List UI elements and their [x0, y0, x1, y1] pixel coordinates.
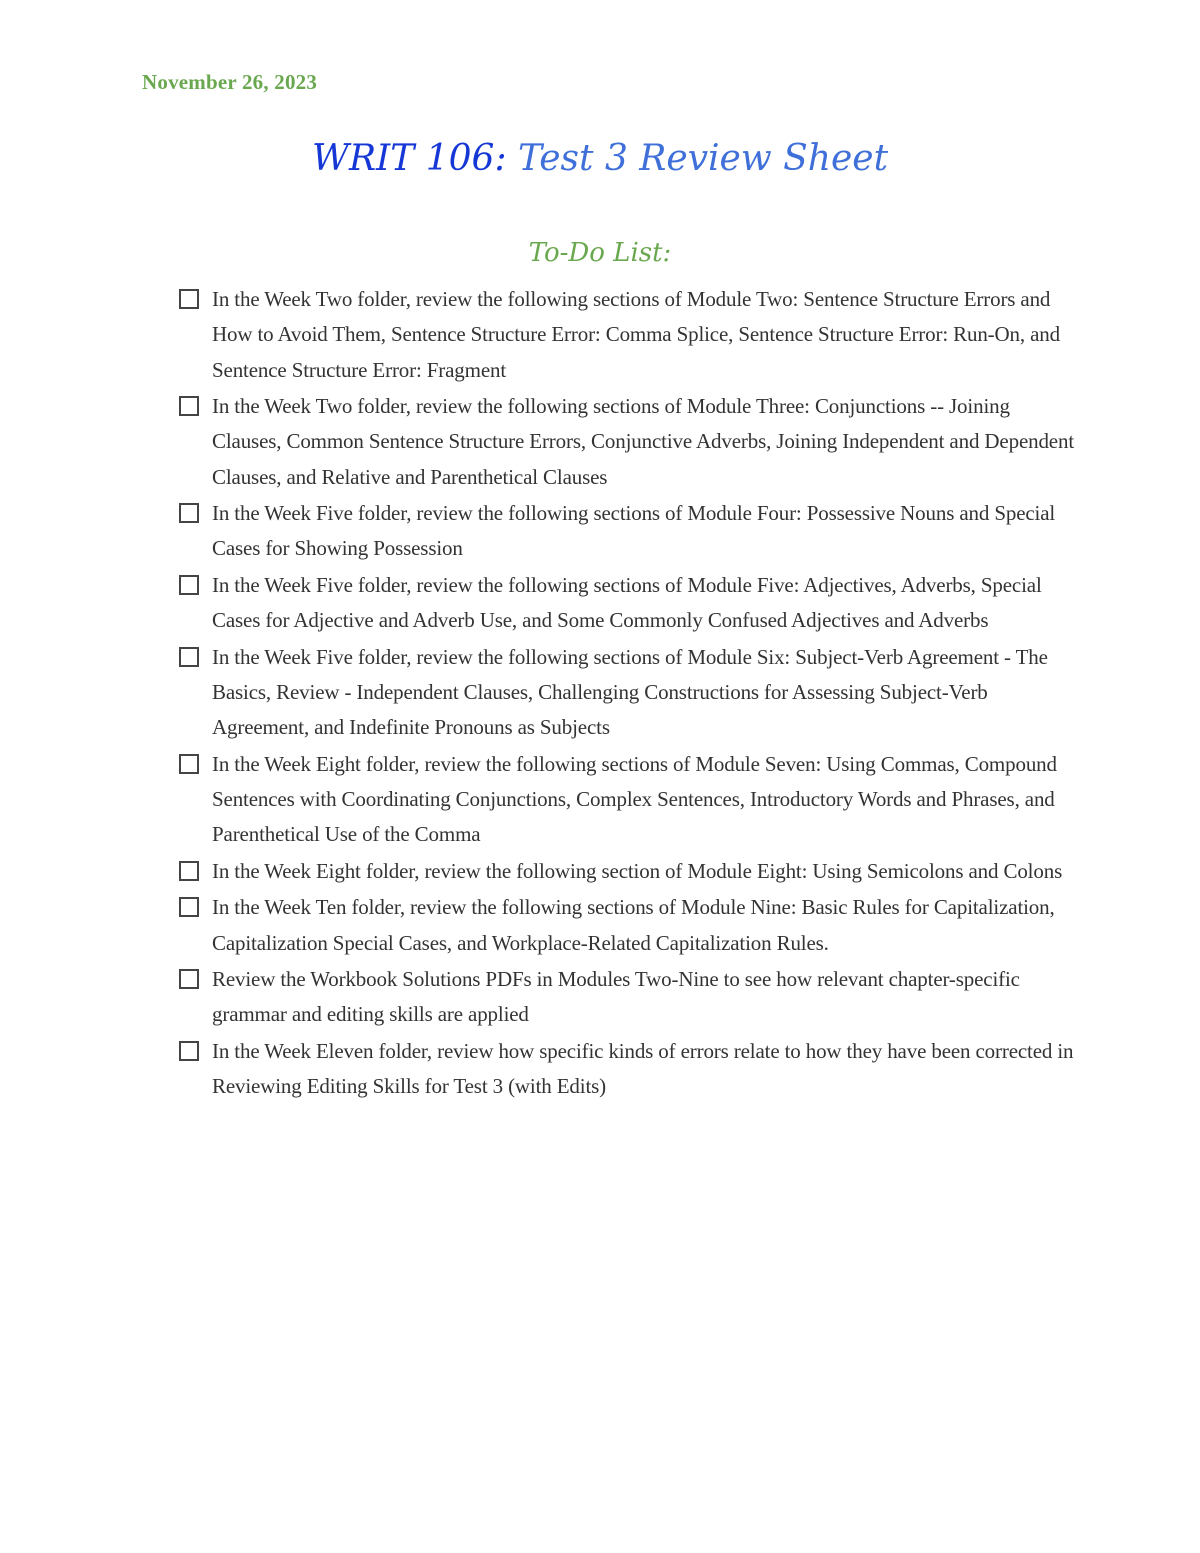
- todo-item: [178, 747, 1078, 853]
- checkbox-icon[interactable]: [179, 1041, 199, 1061]
- todo-item: [178, 282, 1078, 388]
- todo-item-text: In the Week Five folder, review the following sections of Module Six: Subject-Verb Agreement - The Basics, Review - Independent Clauses, Challenging Constructions for Assessing Subject-Verb Agreement, and Indefinite Pronouns as Subjects: [212, 644, 1048, 740]
- todo-item-text: In the Week Five folder, review the following sections of Module Four: Possessive Nouns and Special Cases for Showing Possession: [212, 501, 1056, 561]
- checkbox-icon[interactable]: [179, 289, 199, 309]
- todo-item-text: In the Week Ten folder, review the following sections of Module Nine: Basic Rules for Capitalization, Capitalization Special Cases, and Workplace-Related Capitalization Rules.: [212, 895, 1055, 955]
- checkbox-icon[interactable]: [179, 861, 199, 881]
- document-date: November 26, 2023: [142, 70, 318, 94]
- todo-item: [178, 389, 1078, 495]
- todo-item: [178, 1034, 1078, 1105]
- todo-item: [178, 568, 1078, 639]
- todo-item-text: In the Week Five folder, review the following sections of Module Five: Adjectives, Adverbs, Special Cases for Adjective and Adverb Use, and Some Commonly Confused Adjectives and Adverbs: [212, 572, 1042, 633]
- todo-item: [178, 962, 1078, 1033]
- checkbox-icon[interactable]: [179, 754, 199, 774]
- checkbox-icon[interactable]: [179, 575, 199, 595]
- todo-item-text: In the Week Eleven folder, review how specific kinds of errors relate to how they have been corrected in Reviewing Editing Skills for Test 3 (with Edits): [212, 1038, 1074, 1099]
- todo-item-text: In the Week Two folder, review the following sections of Module Three: Conjunctions -- Joining Clauses, Common Sentence Structure Errors, Conjunctive Adverbs, Joining Independent and Dependent Clauses, and Relative and Parenthetical Clauses: [212, 394, 1075, 489]
- todo-item-text: Review the Workbook Solutions PDFs in Modules Two-Nine to see how relevant chapter-specific grammar and editing skills are applied: [212, 967, 1020, 1027]
- todo-item: [178, 496, 1078, 567]
- todo-item-text: In the Week Eight folder, review the following section of Module Eight: Using Semicolons and Colons: [212, 858, 1063, 883]
- checkbox-icon[interactable]: [179, 396, 199, 416]
- title-subtitle: Test 3 Review Sheet: [518, 138, 889, 179]
- title-course: WRIT 106:: [311, 138, 507, 179]
- checkbox-icon[interactable]: [179, 647, 199, 667]
- todo-checklist: [178, 282, 1078, 1106]
- todo-item-text: In the Week Two folder, review the following sections of Module Two: Sentence Structure Errors and How to Avoid Them, Sentence Structure Error: Comma Splice, Sentence Structure Error: Run-On, and Sentence Structure Error: Fragment: [212, 287, 1060, 382]
- checkbox-icon[interactable]: [179, 969, 199, 989]
- todo-item: [178, 854, 1078, 889]
- document-title: [0, 138, 1200, 179]
- checkbox-icon[interactable]: [179, 897, 199, 917]
- checkbox-icon[interactable]: [179, 503, 199, 523]
- todo-item: [178, 640, 1078, 746]
- todo-item-text: In the Week Eight folder, review the following sections of Module Seven: Using Commas, Compound Sentences with Coordinating Conjunctions, Complex Sentences, Introductory Words and Phrases, and Parenthetical Use of the Comma: [212, 751, 1057, 847]
- todo-item: [178, 890, 1078, 961]
- todo-heading: To-Do List:: [528, 238, 672, 268]
